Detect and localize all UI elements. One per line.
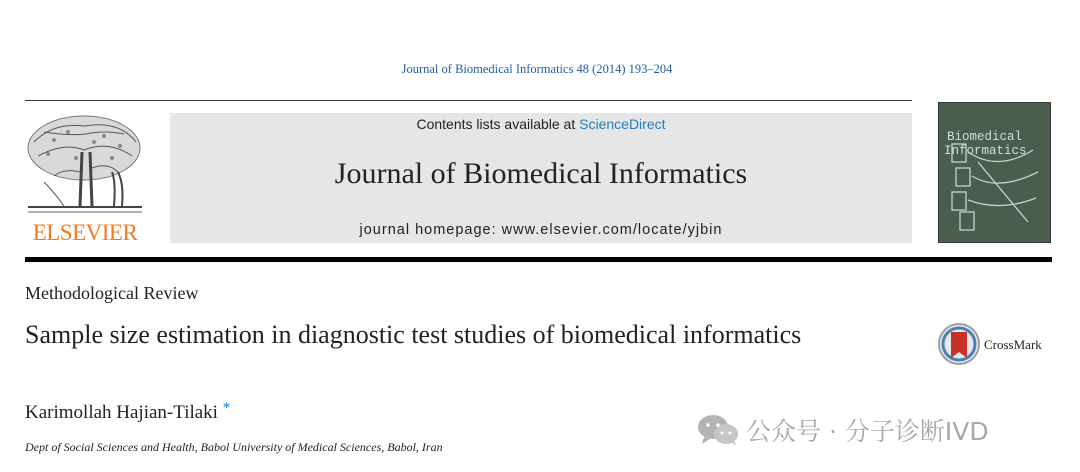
journal-cover[interactable]	[938, 102, 1051, 243]
crossmark-icon	[937, 322, 981, 366]
journal-title: Journal of Biomedical Informatics	[334, 157, 748, 190]
contents-prefix: Contents lists available at	[416, 116, 576, 132]
elsevier-logo[interactable]	[24, 112, 146, 246]
journal-homepage[interactable]: journal homepage: www.elsevier.com/locate/yjbin	[359, 222, 723, 238]
contents-line	[170, 116, 912, 132]
svg-text:Biomedical: Biomedical	[947, 130, 1023, 144]
journal-cover-image	[938, 102, 1051, 243]
elsevier-wordmark: ELSEVIER	[32, 220, 138, 245]
crossmark-badge[interactable]	[937, 322, 1057, 366]
wechat-watermark	[696, 412, 989, 448]
header-rule	[25, 257, 1052, 262]
journal-citation[interactable]: Journal of Biomedical Informatics 48 (2014) 193–204	[401, 62, 673, 76]
corresponding-author-mark[interactable]: *	[222, 400, 231, 416]
wechat-icon	[696, 413, 740, 447]
crossmark-label: CrossMark	[984, 337, 1042, 352]
elsevier-tree-icon	[24, 112, 146, 218]
watermark-text: 公众号 · 分子诊断IVD	[746, 417, 989, 446]
article-title: Sample size estimation in diagnostic test studies of biomedical informatics	[25, 320, 802, 349]
author-line	[25, 402, 230, 424]
svg-text:Informatics: Informatics	[944, 144, 1027, 158]
author-name[interactable]: Karimollah Hajian-Tilaki	[25, 402, 218, 423]
journal-banner	[170, 113, 912, 243]
article-type: Methodological Review	[25, 283, 199, 303]
top-rule	[25, 100, 912, 101]
affiliation: Dept of Social Sciences and Health, Babol University of Medical Sciences, Babol, Iran	[25, 440, 443, 454]
sciencedirect-link[interactable]: ScienceDirect	[579, 116, 666, 132]
